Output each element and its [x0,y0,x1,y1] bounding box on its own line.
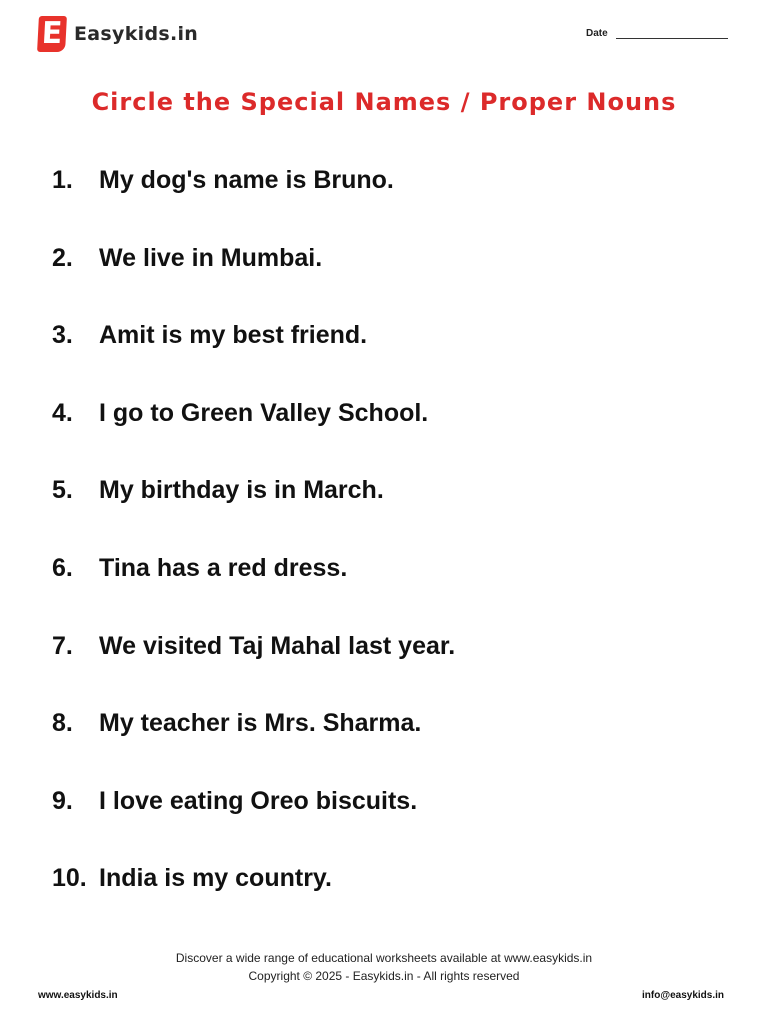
question-item [52,554,732,632]
question-number: 9. [52,786,73,815]
question-sentence: India is my country. [99,864,332,893]
question-item [52,864,732,942]
question-sentence: My dog's name is Bruno. [99,166,394,194]
footer-notice [0,949,768,985]
footer-email-link[interactable]: info@easykids.in [642,990,724,1001]
question-number: 4. [52,398,73,427]
question-number: 1. [52,166,73,194]
question-sentence: Tina has a red dress. [99,553,348,582]
brand-name: Easykids.in [74,23,199,45]
question-number: 2. [52,243,73,272]
logo-e-icon: E [37,16,67,52]
question-item [52,709,732,787]
question-item [52,787,732,865]
question-sentence: We live in Mumbai. [99,243,323,272]
question-item [52,166,732,244]
footer-copyright: Copyright © 2025 - Easykids.in - All rights reserved [248,969,520,983]
question-number: 3. [52,321,73,350]
question-sentence: We visited Taj Mahal last year. [99,631,456,660]
date-blank-line [616,28,728,39]
question-item [52,476,732,554]
date-label: Date [586,28,608,39]
question-number: 10. [52,864,87,893]
footer-website-link[interactable]: www.easykids.in [38,990,118,1001]
question-sentence: My birthday is in March. [99,476,384,505]
question-number: 6. [52,553,73,582]
question-list [52,166,732,942]
worksheet-title: Circle the Special Names / Proper Nouns [91,88,677,116]
question-sentence: Amit is my best friend. [99,321,368,350]
question-item [52,399,732,477]
footer-promo-text: Discover a wide range of educational worksheets available at www.easykids.in [175,951,593,965]
question-number: 5. [52,476,73,505]
page-header [0,0,768,70]
question-number: 7. [52,631,73,660]
question-sentence: I go to Green Valley School. [99,398,429,427]
question-number: 8. [52,709,73,738]
question-item [52,321,732,399]
question-sentence: I love eating Oreo biscuits. [99,786,418,815]
question-sentence: My teacher is Mrs. Sharma. [99,709,422,738]
brand-logo [38,16,198,52]
question-item [52,244,732,322]
question-item [52,632,732,710]
date-field [586,28,728,39]
